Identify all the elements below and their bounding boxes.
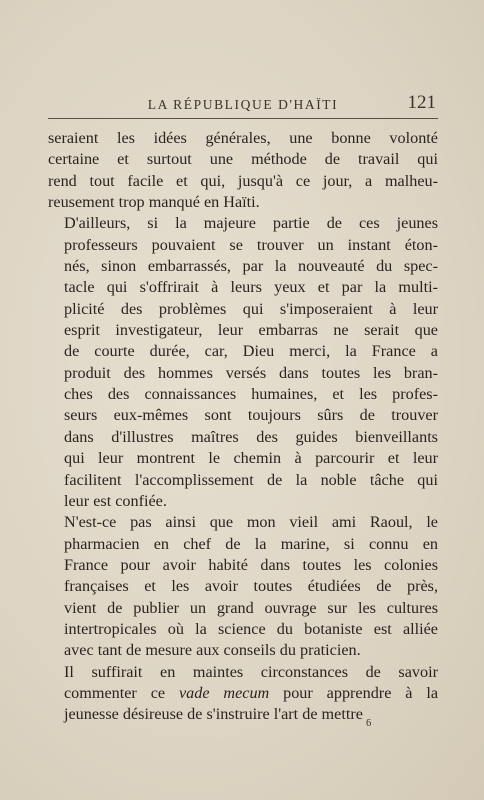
text-line: vient de publier un grand ouvrage sur les cultures — [64, 598, 438, 617]
text-line: certaine et surtout une méthode de travail qui — [48, 150, 438, 169]
running-head — [48, 90, 438, 119]
text-line: jeunesse désireuse de s'instruire l'art de mettre — [64, 705, 363, 724]
text-line: avec tant de mesure aux conseils du praticien. — [64, 641, 361, 660]
text-line: D'ailleurs, si la majeure partie de ces jeunes — [64, 214, 438, 233]
paragraph — [48, 128, 438, 213]
text-line: nés, sinon embarrassés, par la nouveauté du spec- — [64, 257, 438, 276]
text-line: de courte durée, car, Dieu merci, la France a — [64, 342, 438, 361]
text-line: esprit investigateur, leur embarras ne serait que — [64, 321, 438, 340]
text-line: Il suffirait en maintes circonstances de savoir — [64, 662, 438, 681]
paragraph — [48, 662, 438, 726]
text-line: N'est-ce pas ainsi que mon vieil ami Raoul, le — [64, 513, 438, 532]
text-line: seraient les idées générales, une bonne volonté — [48, 129, 438, 147]
running-title: LA RÉPUBLIQUE D'HAÏTI — [147, 97, 339, 112]
text-line: françaises et les avoir toutes étudiées de près, — [64, 577, 438, 596]
body-text — [48, 128, 438, 726]
text-line: plicité des problèmes qui s'imposeraient à leur — [64, 299, 438, 318]
text-line: dans d'illustres maîtres des guides bienveillants — [64, 427, 438, 446]
paragraph — [48, 512, 438, 661]
text-line: seurs eux-mêmes sont toujours sûrs de trouver — [64, 406, 438, 425]
text-line: France pour avoir habité dans toutes les colonies — [64, 555, 438, 574]
text-line: commenter ce vade mecum pour apprendre à la — [64, 683, 439, 702]
text-line: rend tout facile et qui, jusqu'à ce jour, a malheu- — [48, 171, 438, 190]
text-line: intertropicales où la science du botaniste est alliée — [64, 619, 438, 638]
text-line: produit des hommes versés dans toutes les bran- — [64, 363, 438, 382]
text-line: professeurs pouvaient se trouver un instant éton- — [64, 235, 438, 254]
signature-mark: 6 — [366, 718, 372, 729]
text-line: reusement trop manqué en Haïti. — [48, 193, 260, 212]
text-line: tacle qui s'offrirait à leurs yeux et par la multi- — [64, 278, 438, 297]
paragraph — [48, 213, 438, 512]
text-line: facilitent l'accomplissement de la noble tâche qui — [64, 470, 438, 489]
text-line: ches des connaissances humaines, et les profes- — [64, 385, 438, 404]
text-line: qui leur montrent le chemin à parcourir et leur — [64, 449, 438, 468]
text-line: pharmacien en chef de la marine, si connu en — [64, 534, 438, 553]
page-number: 121 — [407, 92, 436, 113]
text-line: leur est confiée. — [64, 491, 167, 510]
